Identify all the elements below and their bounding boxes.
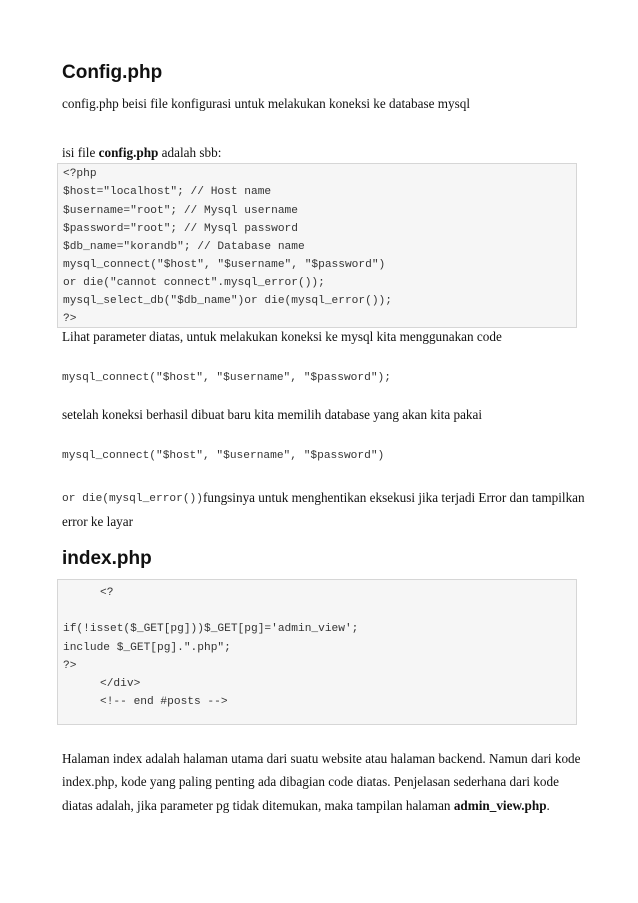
code-line: <?php	[63, 168, 97, 180]
explain-die-text-line1: fungsinya untuk menghentikan eksekusi jika terjadi Error dan tampilkan	[203, 490, 585, 505]
code-line: if(!isset($_GET[pg]))$_GET[pg]='admin_view';	[63, 623, 359, 635]
index-explain-line2: index.php, kode yang paling penting ada dibagian code diatas. Penjelasan sederhana dari kode	[62, 774, 559, 789]
code-line: include $_GET[pg].".php";	[63, 642, 231, 654]
index-explain-line3	[62, 799, 550, 812]
explain-die-text-line2: error ke layar	[62, 514, 134, 529]
code-line: ?>	[63, 660, 77, 672]
config-file-label-suffix: adalah sbb:	[158, 145, 222, 160]
code-line: <!-- end #posts -->	[100, 696, 228, 708]
index-explain-line3-suffix: .	[546, 798, 550, 813]
code-line: $host="localhost"; // Host name	[63, 186, 272, 198]
code-line: $username="root"; // Mysql username	[63, 205, 298, 217]
config-file-name: config.php	[98, 145, 159, 160]
index-explain-line3-prefix: diatas adalah, jika parameter pg tidak ditemukan, maka tampilan halaman	[62, 798, 454, 813]
code-line: $db_name="korandb"; // Database name	[63, 241, 305, 253]
index-explain-line1: Halaman index adalah halaman utama dari suatu website atau halaman backend. Namun dari kode	[62, 751, 581, 766]
code-line: <?	[100, 587, 114, 599]
explain-select-db-text: setelah koneksi berhasil dibuat baru kita memilih database yang akan kita pakai	[62, 407, 483, 422]
admin-view-filename: admin_view.php	[453, 798, 547, 813]
code-line: ?>	[63, 313, 77, 325]
config-file-label	[62, 146, 221, 159]
index-heading: index.php	[62, 548, 152, 569]
index-code-block	[57, 579, 577, 725]
explain-connect-text: Lihat parameter diatas, untuk melakukan koneksi ke mysql kita menggunakan code	[62, 329, 502, 344]
code-line: $password="root"; // Mysql password	[63, 223, 298, 235]
config-file-label-prefix: isi file	[62, 145, 99, 160]
code-line: mysql_select_db("$db_name")or die(mysql_error());	[63, 295, 392, 307]
config-heading: Config.php	[62, 62, 163, 83]
code-snippet-connect: mysql_connect("$host", "$username", "$password");	[62, 372, 391, 384]
code-line: or die("cannot connect".mysql_error());	[63, 277, 325, 289]
code-snippet-connect-2: mysql_connect("$host", "$username", "$password")	[62, 450, 385, 462]
config-code-block	[57, 163, 577, 328]
code-snippet-die: or die(mysql_error())	[62, 493, 203, 505]
config-intro-text: config.php beisi file konfigurasi untuk melakukan koneksi ke database mysql	[62, 96, 470, 111]
code-line: mysql_connect("$host", "$username", "$password")	[63, 259, 386, 271]
code-line: </div>	[100, 678, 141, 690]
